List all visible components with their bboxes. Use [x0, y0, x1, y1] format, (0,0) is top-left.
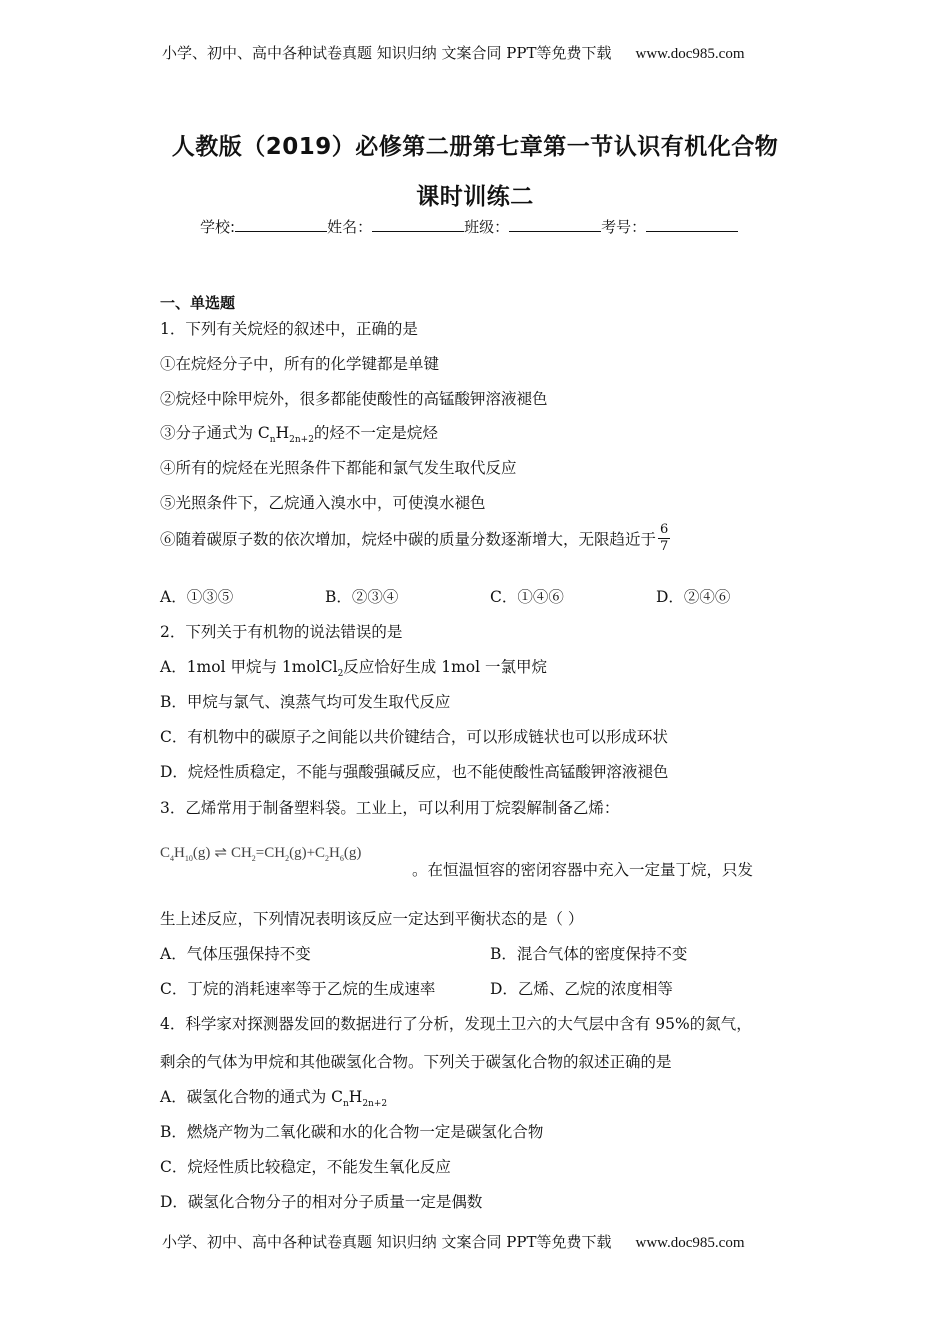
q1-statement-6: ⑥随着碳原子数的依次增加，烷烃中碳的质量分数逐渐增大，无限趋近于 $\frac{6}{7}$ — [160, 522, 669, 554]
footer-text: 小学、初中、高中各种试卷真题 知识归纳 文案合同 PPT等免费下载 — [162, 1233, 612, 1251]
footer-url[interactable]: www.doc985.com — [635, 1235, 745, 1251]
q2-option-b[interactable]: B．甲烷与氯气、溴蒸气均可发生取代反应 — [160, 693, 451, 711]
school-label: 学校: — [200, 218, 236, 236]
section-title: 一、单选题 — [160, 294, 236, 312]
school-blank[interactable] — [235, 217, 327, 232]
header-url[interactable]: www.doc985.com — [635, 46, 745, 62]
doc-title: 人教版（2019）必修第二册第七章第一节认识有机化合物 — [171, 134, 779, 160]
exam-no-label: 考号： — [601, 218, 647, 236]
q4-option-c[interactable]: C．烷烃性质比较稳定，不能发生氧化反应 — [160, 1158, 451, 1176]
q3-option-d[interactable]: D．乙烯、乙烷的浓度相等 — [490, 980, 673, 998]
q4-stem-line2: 剩余的气体为甲烷和其他碳氢化合物。下列关于碳氢化合物的叙述正确的是 — [160, 1053, 672, 1071]
name-label: 姓名： — [327, 218, 373, 236]
q1-option-a[interactable]: A．①③⑤ — [160, 588, 234, 606]
q2-option-d[interactable]: D．烷烃性质稳定，不能与强酸强碱反应，也不能使酸性高锰酸钾溶液褪色 — [160, 763, 669, 781]
doc-subtitle: 课时训练二 — [416, 184, 534, 210]
fraction-6-7: $\frac{6}{7}$ — [660, 522, 669, 554]
q4-option-d[interactable]: D．碳氢化合物分子的相对分子质量一定是偶数 — [160, 1193, 483, 1211]
exam-no-blank[interactable] — [646, 217, 738, 232]
q3-stem: 3．乙烯常用于制备塑料袋。工业上，可以利用丁烷裂解制备乙烯： — [160, 799, 620, 817]
q3-stem-cont: 。在恒温恒容的密闭容器中充入一定量丁烷，只发 — [412, 861, 754, 879]
header-text: 小学、初中、高中各种试卷真题 知识归纳 文案合同 PPT等免费下载 — [162, 44, 612, 62]
q1-statement-3: ③分子通式为 $C_nH_{2n+2}$的烃不一定是烷烃 — [160, 424, 438, 446]
q3-option-a[interactable]: A．气体压强保持不变 — [160, 945, 311, 963]
q1-statement-5: ⑤光照条件下，乙烷通入溴水中，可使溴水褪色 — [160, 494, 486, 512]
class-blank[interactable] — [509, 217, 601, 232]
q1-option-b[interactable]: B．②③④ — [325, 588, 399, 606]
page-footer — [162, 1231, 745, 1252]
class-label: 班级： — [464, 218, 510, 236]
name-blank[interactable] — [372, 217, 464, 232]
student-info — [200, 216, 738, 237]
q2-option-a[interactable]: A．1mol 甲烷与 1molCl$_2$反应恰好生成 1mol 一氯甲烷 — [160, 658, 548, 680]
q4-stem-line1: 4．科学家对探测器发回的数据进行了分析，发现土卫六的大气层中含有 95%的氮气， — [160, 1015, 752, 1033]
q4-option-a[interactable]: A．碳氢化合物的通式为 $C_nH_{2n+2}$ — [160, 1088, 388, 1110]
q1-stem: 1．下列有关烷烃的叙述中，正确的是 — [160, 320, 418, 338]
q1-statement-2: ②烷烃中除甲烷外，很多都能使酸性的高锰酸钾溶液褪色 — [160, 390, 548, 408]
q3-stem-line2: 生上述反应，下列情况表明该反应一定达到平衡状态的是（ ） — [160, 910, 584, 928]
equilibrium-arrow-icon: ⇌ — [214, 845, 227, 861]
q3-option-b[interactable]: B．混合气体的密度保持不变 — [490, 945, 688, 963]
q2-option-c[interactable]: C．有机物中的碳原子之间能以共价键结合，可以形成链状也可以形成环状 — [160, 728, 668, 746]
q1-statement-4: ④所有的烷烃在光照条件下都能和氯气发生取代反应 — [160, 459, 517, 477]
q3-equation: $C_4H_{10}(g)$ ⇌ $CH_2=CH_2(g)+C_2H_6(g)$ — [160, 845, 362, 863]
q4-option-b[interactable]: B．燃烧产物为二氧化碳和水的化合物一定是碳氢化合物 — [160, 1123, 544, 1141]
q1-option-c[interactable]: C．①④⑥ — [490, 588, 564, 606]
q1-option-d[interactable]: D．②④⑥ — [656, 588, 731, 606]
q1-statement-1: ①在烷烃分子中，所有的化学键都是单键 — [160, 355, 440, 373]
page-header — [162, 42, 745, 63]
q2-stem: 2．下列关于有机物的说法错误的是 — [160, 623, 403, 641]
q3-option-c[interactable]: C．丁烷的消耗速率等于乙烷的生成速率 — [160, 980, 436, 998]
